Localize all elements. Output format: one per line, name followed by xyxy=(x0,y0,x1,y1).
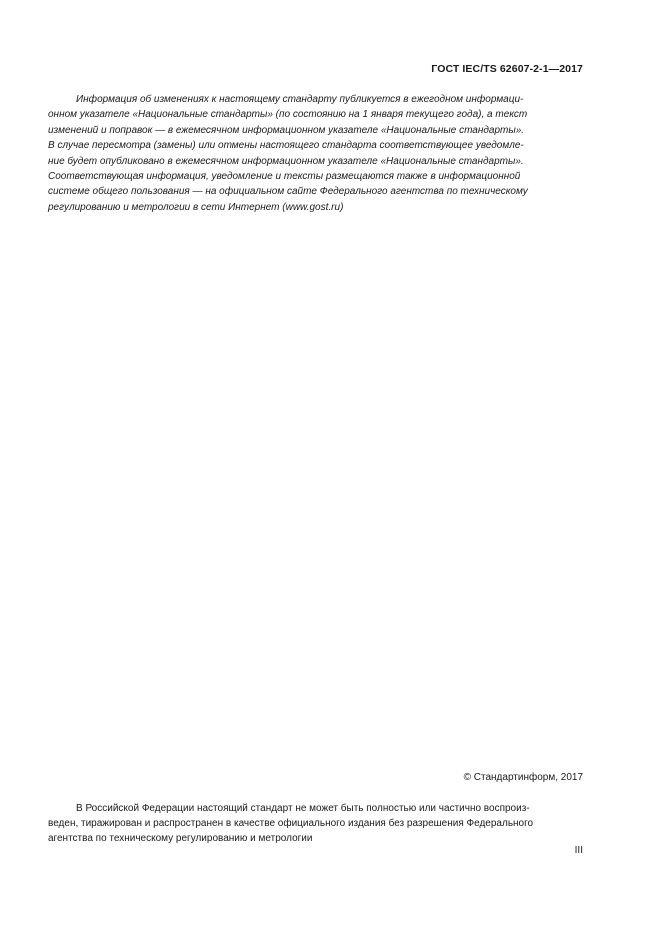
standard-code: ГОСТ IEC/TS 62607-2-1—2017 xyxy=(431,63,583,75)
page-number: III xyxy=(574,845,583,856)
info-line: системе общего пользования — на официальном сайте Федерального агентства по техническому xyxy=(48,186,528,198)
amendments-info-paragraph xyxy=(48,92,584,215)
notice-line: агентства по техническому регулированию и метрологии xyxy=(48,833,313,845)
info-line: изменений и поправок — в ежемесячном информационном указателе «Национальные стандарты». xyxy=(48,124,525,136)
notice-line: В Российской Федерации настоящий стандарт не может быть полностью или частично воспроиз- xyxy=(76,803,530,814)
info-line: онном указателе «Национальные стандарты» (по состоянию на 1 января текущего года), а текст xyxy=(48,109,528,121)
info-line: В случае пересмотра (замены) или отмены настоящего стандарта соответствующее уведомле- xyxy=(48,140,524,152)
info-line: Информация об изменениях к настоящему стандарту публикуется в ежегодном информаци- xyxy=(76,94,524,105)
info-line: регулированию и метрологии в сети Интернет (www.gost.ru) xyxy=(48,201,344,213)
notice-line: веден, тиражирован и распространен в качестве официального издания без разрешения Федерального xyxy=(48,818,534,830)
info-line: ние будет опубликовано в ежемесячном информационном указателе «Национальные стандарты». xyxy=(48,155,524,167)
info-line: Соответствующая информация, уведомление и тексты размещаются также в информационной xyxy=(48,171,521,183)
reproduction-notice xyxy=(48,801,584,847)
copyright-notice: © Стандартинформ, 2017 xyxy=(463,772,583,783)
